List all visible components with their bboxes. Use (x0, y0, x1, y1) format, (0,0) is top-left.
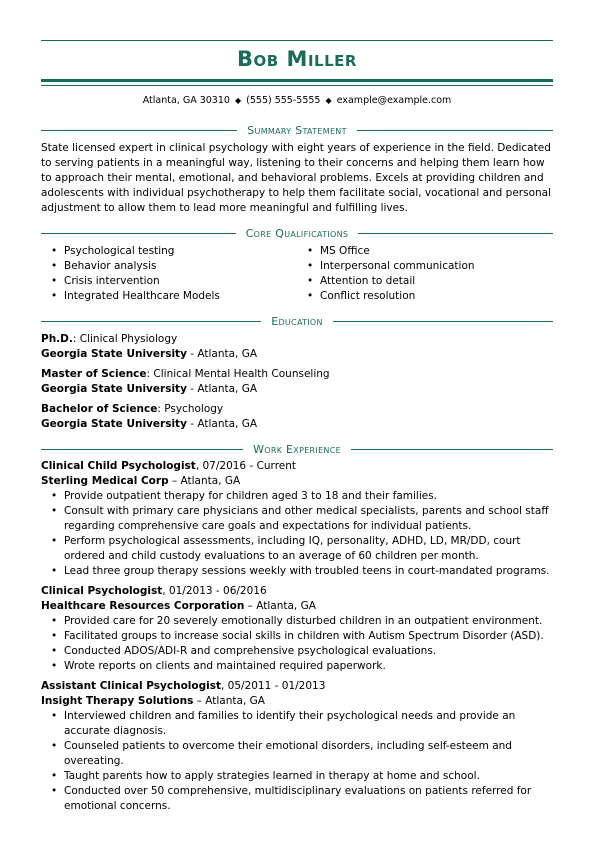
job-duty: • Interviewed children and families to identify their psychological needs and provide an accurate diagnosis. (41, 709, 553, 739)
qualification-item: • Attention to detail (297, 274, 537, 289)
qualification-item: • Crisis intervention (41, 274, 281, 289)
contact-phone: (555) 555-5555 (246, 95, 321, 106)
summary-text: State licensed expert in clinical psychology with eight years of experience in the field. Dedicated to serving patients in a meaningful way, listening to their concerns and helping them learn how to approach their mental, emotional, and behavioral problems. Excels at providing children and adolescents with individual psychotherapy to help them facilitate social, vocational and personal adjustment to allow them to lead more meaningful and fulfilling lives. (41, 142, 552, 214)
company-location: – Atlanta, GA (168, 475, 241, 487)
section-title: Core Qualifications (245, 226, 349, 240)
qualification-item: • Behavior analysis (41, 259, 281, 274)
job-duty: • Lead three group therapy sessions weekly with troubled teens in court-mandated programs. (41, 564, 553, 579)
section-rule-left (41, 233, 236, 234)
section-title: Work Experience (253, 442, 341, 456)
section-rule-left (41, 449, 243, 450)
contact-email: example@example.com (336, 95, 452, 106)
job-duty: • Perform psychological assessments, including IQ, personality, ADHD, LD, MR/DD, court ordered and child custody evaluations to an average of 60 children per month. (41, 534, 553, 564)
job-duties (41, 614, 553, 674)
section-heading-education (41, 315, 553, 327)
job-title: Clinical Child Psychologist (41, 460, 196, 472)
degree-field: Clinical Physiology (76, 333, 178, 345)
header-thick-rule (41, 79, 553, 82)
qualifications-right-list (297, 244, 537, 304)
job-duties (41, 489, 553, 579)
diamond-icon: ◆ (325, 96, 332, 105)
job-dates: , 07/2016 - Current (195, 460, 297, 472)
job-duty: • Taught parents how to apply strategies learned in therapy at home and school. (41, 769, 553, 784)
company-location: – Atlanta, GA (244, 600, 316, 612)
company-location: – Atlanta, GA (193, 695, 265, 707)
qualification-item: • Integrated Healthcare Models (41, 289, 281, 304)
header-top-rule (41, 40, 553, 41)
section-title: Summary Statement (247, 123, 347, 137)
candidate-name: Bob Miller (237, 47, 357, 71)
job-duty: • Consult with primary care physicians and other medical specialists, parents and school staff regarding comprehensive care goals and expectations for individual patients. (41, 504, 553, 534)
qualification-item: • Interpersonal communication (297, 259, 537, 274)
job-duty: • Conducted ADOS/ADI-R and comprehensive psychological evaluations. (41, 644, 553, 659)
job-title: Clinical Psychologist (41, 585, 163, 597)
degree-field: Psychology (160, 403, 224, 415)
company-name: Healthcare Resources Corporation (41, 600, 245, 612)
school-name: Georgia State University (41, 383, 187, 395)
school-location: - Atlanta, GA (186, 348, 258, 360)
qualification-item: • Conflict resolution (297, 289, 537, 304)
section-rule-right (333, 321, 553, 322)
qualifications-left-list (41, 244, 281, 304)
section-title: Education (271, 314, 323, 328)
school-name: Georgia State University (41, 348, 187, 360)
section-rule-right (357, 130, 553, 131)
job-entry (41, 584, 553, 674)
job-title: Assistant Clinical Psychologist (41, 680, 221, 692)
job-dates: , 01/2013 - 06/2016 (162, 585, 267, 597)
job-entry (41, 459, 553, 579)
company-name: Sterling Medical Corp (41, 475, 169, 487)
job-dates: , 05/2011 - 01/2013 (221, 680, 326, 692)
diamond-icon: ◆ (234, 96, 242, 105)
section-rule-left (41, 321, 261, 322)
company-name: Insight Therapy Solutions (41, 695, 194, 707)
degree-name: Master of Science (41, 368, 147, 380)
section-heading-qualifications (41, 227, 553, 239)
section-rule-right (351, 449, 553, 450)
school-location: - Atlanta, GA (186, 383, 258, 395)
education-entry: Bachelor of Science: Psychology Georgia State University - Atlanta, GA (41, 403, 258, 430)
job-duty: • Provide outpatient therapy for children aged 3 to 18 and their families. (41, 489, 553, 504)
school-name: Georgia State University (41, 418, 187, 430)
qualification-item: • MS Office (297, 244, 537, 259)
contact-address: Atlanta, GA 30310 (142, 95, 230, 106)
job-duty: • Provided care for 20 severely emotionally disturbed children in an outpatient environment. (41, 614, 553, 629)
section-rule-left (41, 130, 237, 131)
section-heading-experience (41, 443, 553, 455)
qualification-item: • Psychological testing (41, 244, 281, 259)
job-entry (41, 679, 553, 814)
section-rule-right (358, 233, 553, 234)
degree-name: Ph.D. (41, 333, 73, 345)
education-entry: Master of Science: Clinical Mental Health Counseling Georgia State University - Atlanta, GA (41, 368, 330, 395)
degree-field: Clinical Mental Health Counseling (150, 368, 330, 380)
job-duty: • Wrote reports on clients and maintained required paperwork. (41, 659, 553, 674)
job-duty: • Facilitated groups to increase social skills in children with Autism Spectrum Disorder (ASD). (41, 629, 553, 644)
education-entry: Ph.D.: Clinical Physiology Georgia State University - Atlanta, GA (41, 333, 258, 360)
contact-line (41, 95, 553, 106)
job-duties (41, 709, 553, 814)
section-heading-summary (41, 124, 553, 136)
degree-name: Bachelor of Science (41, 403, 158, 415)
header-thin-rule (41, 85, 553, 86)
job-duty: • Counseled patients to overcome their emotional disorders, including self-esteem and overeating. (41, 739, 553, 769)
school-location: - Atlanta, GA (186, 418, 258, 430)
job-duty: • Conducted over 50 comprehensive, multidisciplinary evaluations on patients referred for emotional concerns. (41, 784, 553, 814)
